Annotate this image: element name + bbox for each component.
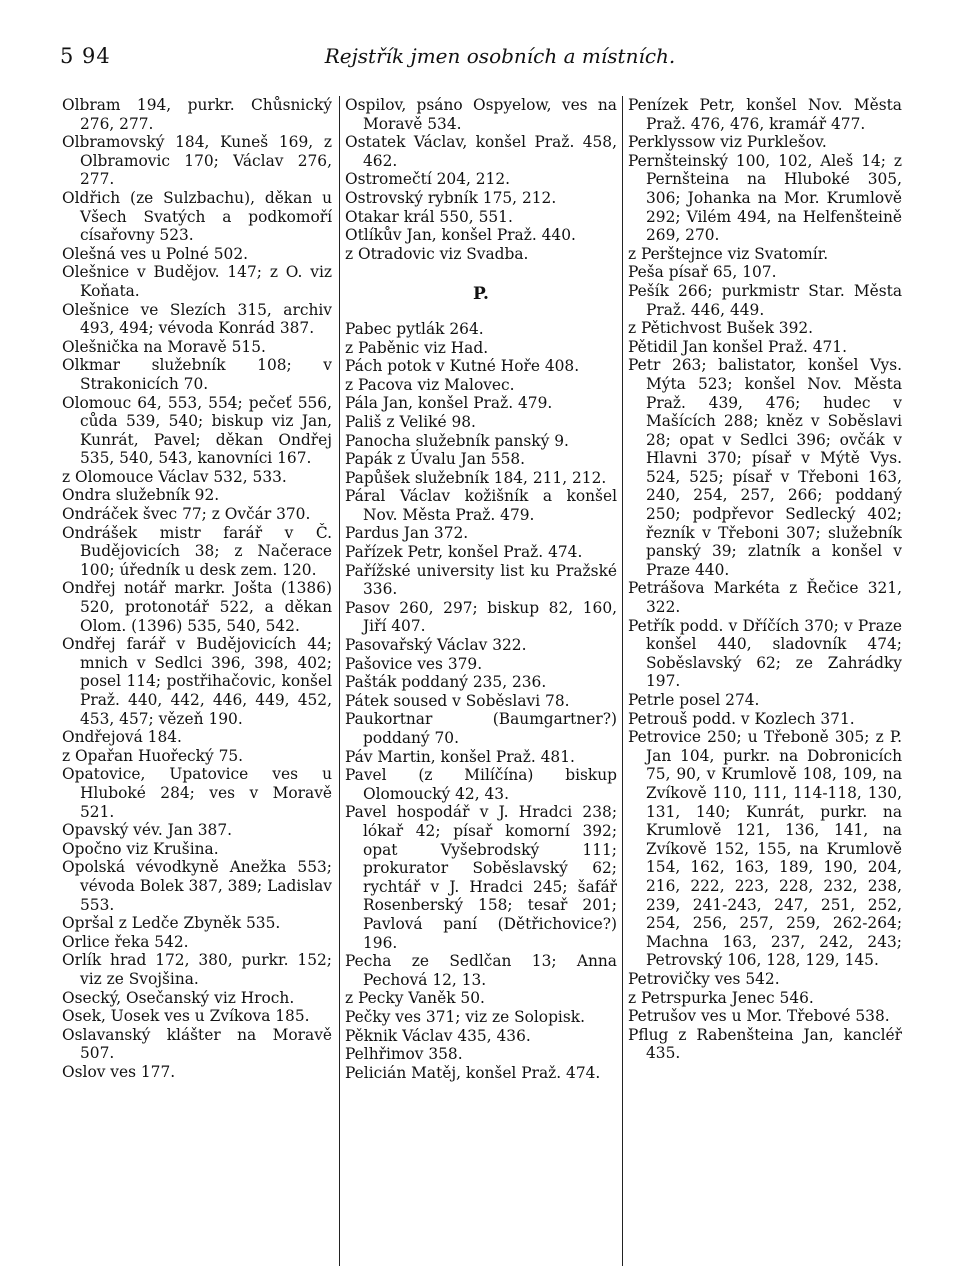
index-entry: z Olomouce Václav 532, 533.: [62, 467, 287, 486]
index-entry: Opolská vévodkyně Anežka 553; vévoda Bolek 387, 389; Ladislav 553.: [62, 858, 332, 914]
index-entry: z Opařan Huořecký 75.: [62, 746, 244, 765]
index-entry: Ondra služebník 92.: [62, 486, 220, 505]
index-entry: Panocha služebník panský 9.: [345, 431, 569, 450]
index-entry: Páral Václav kožišník a konšel Nov. Města Praž. 479.: [345, 487, 617, 524]
index-entry: Ondřej farář v Budějovicích 44; mnich v Sedlci 396, 398, 402; posel 114; postřihačovic, konšel Praž. 440, 442, 446, 449, 452, 453, 457; vězeň 190.: [62, 635, 332, 728]
index-entry: Petrovičky ves 542.: [628, 969, 780, 988]
index-entry: Ostatek Václav, konšel Praž. 458, 462.: [345, 133, 617, 170]
index-entry: Osecký, Osečanský viz Hroch.: [62, 988, 295, 1007]
index-entry: Orlík hrad 172, 380, purkr. 152; viz ze Svojšina.: [62, 951, 332, 988]
index-entry: Petrouš podd. v Kozlech 371.: [628, 709, 855, 728]
index-entry: Ostromečtí 204, 212.: [345, 170, 511, 189]
index-entry: Olešnice ve Slezích 315, archiv 493, 494; vévoda Konrád 387.: [62, 300, 332, 338]
index-entry: Olešnička na Moravě 515.: [62, 337, 266, 356]
index-column-2: [345, 96, 617, 1266]
index-entry: Olešnice v Budějov. 147; z O. viz Koňata.: [62, 263, 332, 300]
index-entry: Petrovice 250; u Třeboně 305; z P. Jan 104, purkr. na Dobronicích 75, 90, v Krumlově 108, 109, na Zvíkově 110, 111, 114-118, 130, 131, 140; Kunrát, purkr. na Krumlově 121, 136, 141, na Zvíkově 152, 155, na Krumlově 154, 162, 163, 189, 190, 204, 216, 222, 223, 228, 232, 238, 239, 241-243, 247, 251, 252, 254, 256, 257, 259, 262-264; Machna 163, 237, 242, 243; Petrovský 106, 128, 129, 145.: [628, 728, 902, 970]
index-entry: Peša písař 65, 107.: [628, 263, 777, 282]
index-entry: Petrušov ves u Mor. Třebové 538.: [628, 1007, 890, 1026]
index-entry: z Paběnic viz Had.: [345, 338, 489, 357]
index-entry: Papák z Úvalu Jan 558.: [345, 450, 526, 469]
index-entry: Otlíkův Jan, konšel Praž. 440.: [345, 226, 576, 245]
index-entry: Olkmar služebník 108; v Strakonicích 70.: [62, 356, 332, 393]
index-entry: Pavel (z Milíčína) biskup Olomoucký 42, 43.: [345, 766, 617, 803]
column-divider: [622, 96, 623, 1266]
index-entry: Pašovice ves 379.: [345, 654, 483, 673]
index-entry: Pátek soused v Soběslavi 78.: [345, 691, 570, 710]
index-entry: Pařízek Petr, konšel Praž. 474.: [345, 543, 583, 562]
index-entry: Pernšteinský 100, 102, Aleš 14; z Pernšteina na Hluboké 305, 306; Johanka na Mor. Krumlově 292; Vilém 494, na Helfenšteině 269, 270.: [628, 151, 902, 245]
index-entry: Pflug z Rabenšteina Jan, kancléř 435.: [628, 1025, 902, 1063]
index-columns: [62, 96, 902, 1266]
column-divider: [339, 96, 340, 1266]
index-entry: Petrášova Markéta z Řečice 321, 322.: [628, 579, 902, 617]
index-entry: z Otradovic viz Svadba.: [345, 244, 529, 263]
index-entry: Oldřich (ze Sulzbachu), děkan u Všech Svatých a podkomoří císařovny 523.: [62, 188, 332, 245]
index-entry: Pách potok v Kutné Hoře 408.: [345, 357, 580, 376]
index-entry: Papůšek služebník 184, 211, 212.: [345, 468, 607, 487]
index-entry: Ondráček švec 77; z Ovčár 370.: [62, 505, 311, 524]
index-entry: Opršal z Ledče Zbyněk 535.: [62, 914, 281, 933]
index-entry: Pěknik Václav 435, 436.: [345, 1026, 531, 1045]
index-entry: Perklyssow viz Purklešov.: [628, 133, 827, 152]
page-title: Rejstřík jmen osobních a místních.: [324, 44, 676, 68]
index-entry: Ondrášek mistr farář v Č. Budějovicích 38; z Načerace 100; úředník u desk zem. 120.: [62, 523, 332, 579]
index-entry: Pelhřimov 358.: [345, 1045, 463, 1064]
index-entry: Paukortnar (Baumgartner?) poddaný 70.: [345, 710, 617, 747]
index-entry: Olbramovský 184, Kuneš 169, z Olbramovic 170; Václav 276, 277.: [62, 133, 332, 189]
index-entry: Opatovice, Upatovice ves u Hluboké 284; ves v Moravě 521.: [62, 765, 332, 821]
index-entry: Pešík 266; purkmistr Star. Města Praž. 446, 449.: [628, 281, 902, 319]
index-entry: z Pacova viz Malovec.: [345, 375, 515, 394]
index-entry: Páv Martin, konšel Praž. 481.: [345, 747, 575, 766]
index-entry: Pasovařský Václav 322.: [345, 636, 527, 655]
index-entry: Pelicián Matěj, konšel Praž. 474.: [345, 1063, 601, 1082]
index-entry: Oslavanský klášter na Moravě 507.: [62, 1025, 332, 1063]
index-entry: Pála Jan, konšel Praž. 479.: [345, 394, 553, 413]
index-entry: z Pětichvost Bušek 392.: [628, 319, 814, 338]
index-entry: Ondřej notář markr. Jošta (1386) 520, protonotář 522, a děkan Olom. (1396) 535, 540, 542.: [62, 579, 332, 635]
index-entry: Otakar král 550, 551.: [345, 207, 513, 226]
page-number: 5 94: [60, 44, 111, 68]
index-entry: Opavský vév. Jan 387.: [62, 821, 233, 840]
index-entry: z Pecky Vaněk 50.: [345, 989, 485, 1008]
index-entry: Ostrovský rybník 175, 212.: [345, 188, 557, 207]
index-entry: Pečky ves 371; viz ze Solopisk.: [345, 1007, 585, 1026]
index-entry: Pabec pytlák 264.: [345, 319, 484, 338]
index-entry: Ospilov, psáno Ospyelow, ves na Moravě 534.: [345, 96, 617, 133]
index-entry: Petr 263; balistator, konšel Vys. Mýta 523; konšel Nov. Města Praž. 439, 476; hudec v Mašících 288; kněz v Soběslavi 28; opat v Sedlci 396; ovčák v Hlavni 370; písař v Mýtě Vys. 524, 525; písař v Třeboni 163, 240, 254, 257, 266; poddaný 250; podpřevor Sedlecký 402; řezník v Třeboni 307; služebník panský 39; zlatník a konšel v Praze 440.: [628, 356, 902, 579]
index-entry: Petřík podd. v Dříčích 370; v Praze konšel 440, sladovník 474; Soběslavský 62; ze Zahrádky 197.: [628, 616, 902, 691]
index-entry: Pětidil Jan konšel Praž. 471.: [628, 337, 847, 356]
index-entry: Pardus Jan 372.: [345, 524, 469, 543]
index-column-3: [628, 96, 902, 1266]
index-entry: Pecha ze Sedlčan 13; Anna Pechová 12, 13.: [345, 952, 617, 989]
index-entry: Olbram 194, purkr. Chůsnický 276, 277.: [62, 96, 332, 133]
index-entry: Ondřejová 184.: [62, 728, 182, 747]
index-column-1: [62, 96, 332, 1266]
index-entry: Pasov 260, 297; biskup 82, 160, Jiří 407.: [345, 598, 617, 636]
index-entry: Pašták poddaný 235, 236.: [345, 673, 547, 692]
index-entry: z Perštejnce viz Svatomír.: [628, 244, 829, 263]
index-entry: Pařížské university list ku Pražské 336.: [345, 561, 617, 599]
section-letter: P.: [473, 284, 489, 305]
index-entry: Oslov ves 177.: [62, 1062, 176, 1081]
index-entry: z Petrspurka Jenec 546.: [628, 988, 814, 1007]
index-entry: Petrle posel 274.: [628, 691, 760, 709]
index-entry: Pališ z Veliké 98.: [345, 412, 476, 431]
index-entry: Olomouc 64, 553, 554; pečeť 556, cůda 539, 540; biskup viz Jan, Kunrát, Pavel; děkan Ondřej 535, 540, 543, kanovníci 167.: [62, 393, 332, 468]
index-entry: Penízek Petr, konšel Nov. Města Praž. 476, 476, kramář 477.: [628, 96, 902, 133]
index-entry: Orlice řeka 542.: [62, 932, 189, 951]
index-entry: Olešná ves u Polné 502.: [62, 244, 249, 263]
index-entry: Opočno viz Krušina.: [62, 839, 219, 858]
index-entry: Osek, Uosek ves u Zvíkova 185.: [62, 1007, 310, 1026]
index-entry: Pavel hospodář v J. Hradci 238; lókař 42; písař komorní 392; opat Vyšebrodský 111; prokurator Soběslavský 62; rychtář v J. Hradci 245; šafář Rosenberský 158; tesař 201; Pavlová paní (Dětřichovice?) 196.: [345, 803, 617, 952]
